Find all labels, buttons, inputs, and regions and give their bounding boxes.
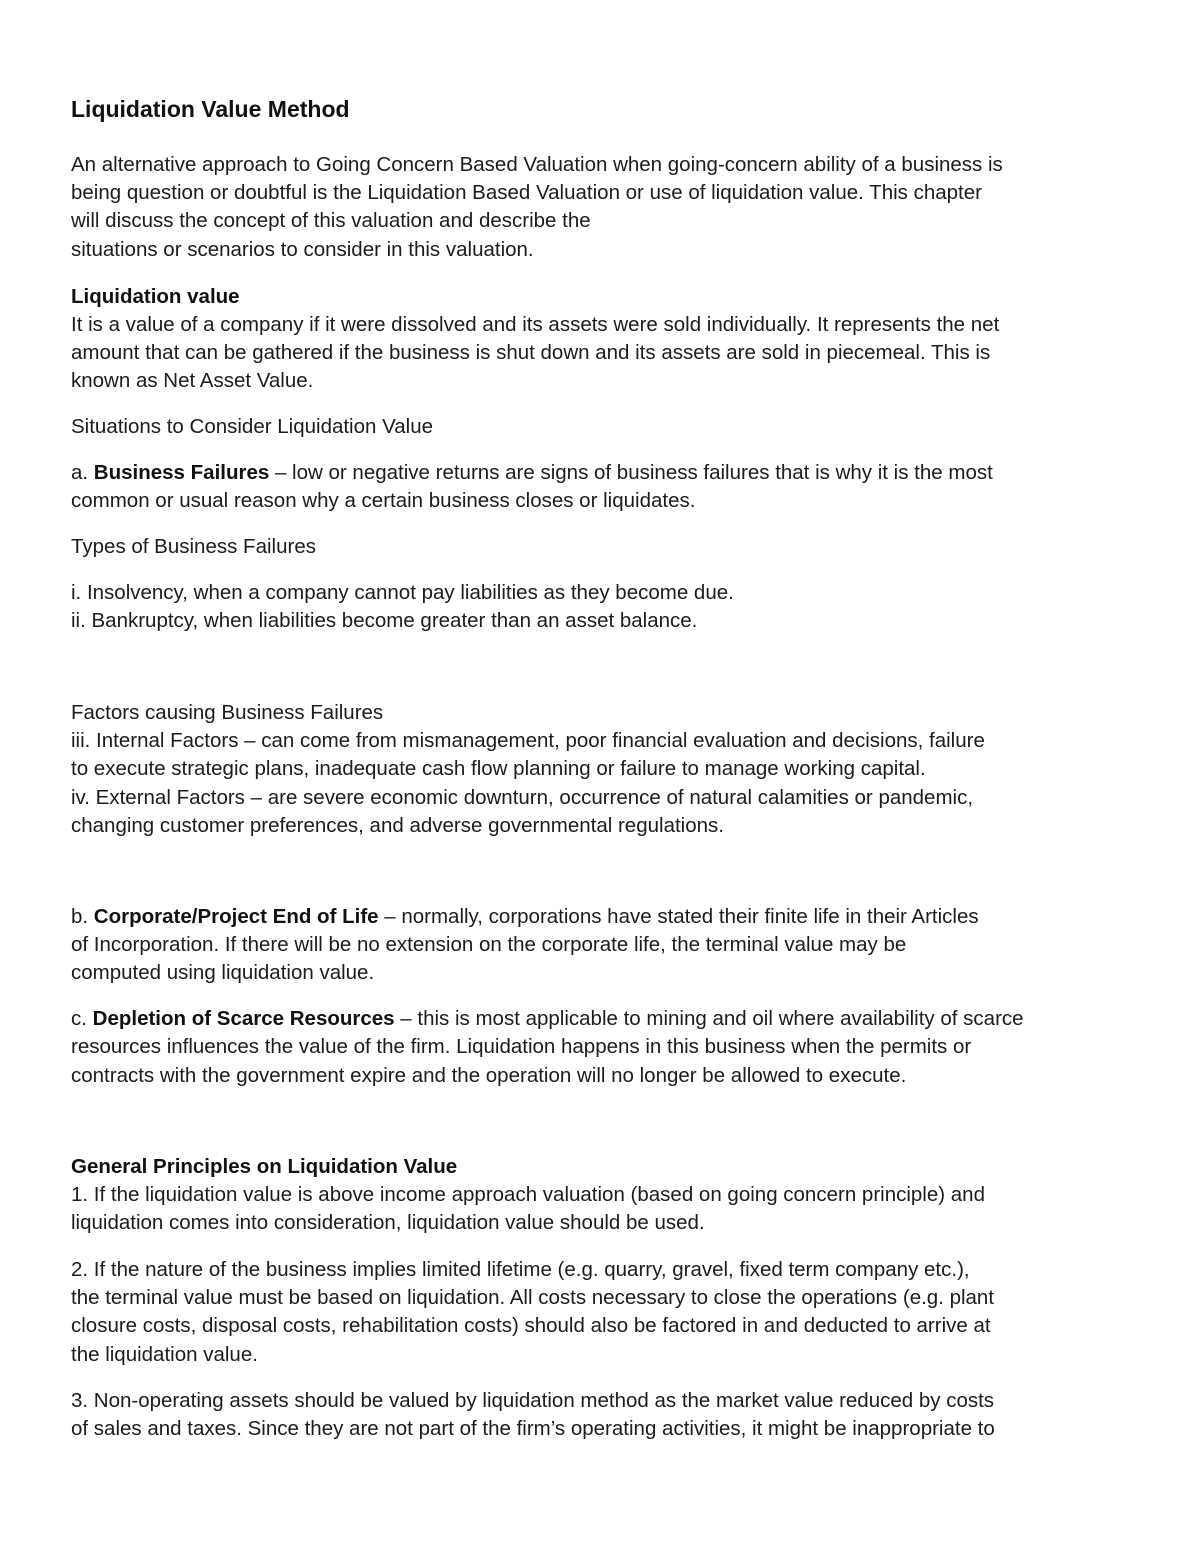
situations-heading: Situations to Consider Liquidation Value — [71, 415, 434, 438]
principle-1-line: 1. If the liquidation value is above income approach valuation (based on going concern principle) and — [71, 1183, 985, 1206]
factors-heading: Factors causing Business Failures — [71, 701, 384, 724]
liquidation-value-heading: Liquidation value — [71, 285, 240, 308]
depletion-line: contracts with the government expire and the operation will no longer be allowed to execute. — [71, 1064, 907, 1087]
depletion-line: resources influences the value of the firm. Liquidation happens in this business when the permits or — [71, 1035, 972, 1058]
factor-line: changing customer preferences, and adverse governmental regulations. — [71, 814, 724, 837]
principle-3-line: of sales and taxes. Since they are not part of the firm’s operating activities, it might be inappropriate to — [71, 1417, 995, 1440]
depletion-text: – this is most applicable to mining and oil where availability of scarce — [394, 1007, 1024, 1030]
business-failures-text: – low or negative returns are signs of business failures that is why it is the most — [269, 461, 993, 484]
end-of-life-text: – normally, corporations have stated their finite life in their Articles — [378, 905, 979, 928]
principles-heading: General Principles on Liquidation Value — [71, 1155, 458, 1178]
principle-2-line: closure costs, disposal costs, rehabilitation costs) should also be factored in and deducted to arrive at — [71, 1314, 991, 1337]
item-prefix: a. — [71, 461, 94, 484]
principle-3-line: 3. Non-operating assets should be valued by liquidation method as the market value reduced by costs — [71, 1389, 995, 1412]
liquidation-value-line: known as Net Asset Value. — [71, 369, 314, 392]
end-of-life-line: of Incorporation. If there will be no extension on the corporate life, the terminal value may be — [71, 933, 907, 956]
business-failures-line: common or usual reason why a certain business closes or liquidates. — [71, 489, 696, 512]
depletion-label: Depletion of Scarce Resources — [92, 1007, 395, 1030]
principle-2-line: the liquidation value. — [71, 1343, 258, 1366]
type-item-insolvency: i. Insolvency, when a company cannot pay liabilities as they become due. — [71, 581, 734, 604]
page-title: Liquidation Value Method — [71, 96, 350, 122]
liquidation-value-line: amount that can be gathered if the business is shut down and its assets are sold in piecemeal. This is — [71, 341, 991, 364]
intro-line: will discuss the concept of this valuation and describe the — [71, 209, 591, 232]
factor-line: to execute strategic plans, inadequate cash flow planning or failure to manage working capital. — [71, 757, 926, 780]
principle-1-line: liquidation comes into consideration, liquidation value should be used. — [71, 1211, 705, 1234]
intro-line: An alternative approach to Going Concern Based Valuation when going-concern ability of a business is — [71, 153, 1003, 176]
liquidation-value-line: It is a value of a company if it were dissolved and its assets were sold individually. It represents the net — [71, 313, 1000, 336]
end-of-life-line: computed using liquidation value. — [71, 961, 375, 984]
item-prefix: c. — [71, 1007, 93, 1030]
intro-line: being question or doubtful is the Liquidation Based Valuation or use of liquidation value. This chapter — [71, 181, 982, 204]
principle-2-line: the terminal value must be based on liquidation. All costs necessary to close the operations (e.g. plant — [71, 1286, 995, 1309]
depletion-item — [71, 1007, 1024, 1031]
types-heading: Types of Business Failures — [71, 535, 316, 558]
end-of-life-label: Corporate/Project End of Life — [93, 905, 379, 928]
item-prefix: b. — [71, 905, 94, 928]
business-failures-item — [71, 461, 993, 485]
end-of-life-item — [71, 905, 979, 929]
principle-2-line: 2. If the nature of the business implies limited lifetime (e.g. quarry, gravel, fixed term company etc.), — [71, 1258, 970, 1281]
factor-line: iii. Internal Factors – can come from mismanagement, poor financial evaluation and decisions, failure — [71, 729, 985, 752]
business-failures-label: Business Failures — [93, 461, 270, 484]
type-item-bankruptcy: ii. Bankruptcy, when liabilities become greater than an asset balance. — [71, 609, 698, 632]
factor-line: iv. External Factors – are severe economic downturn, occurrence of natural calamities or pandemic, — [71, 786, 974, 809]
intro-line: situations or scenarios to consider in this valuation. — [71, 238, 534, 261]
